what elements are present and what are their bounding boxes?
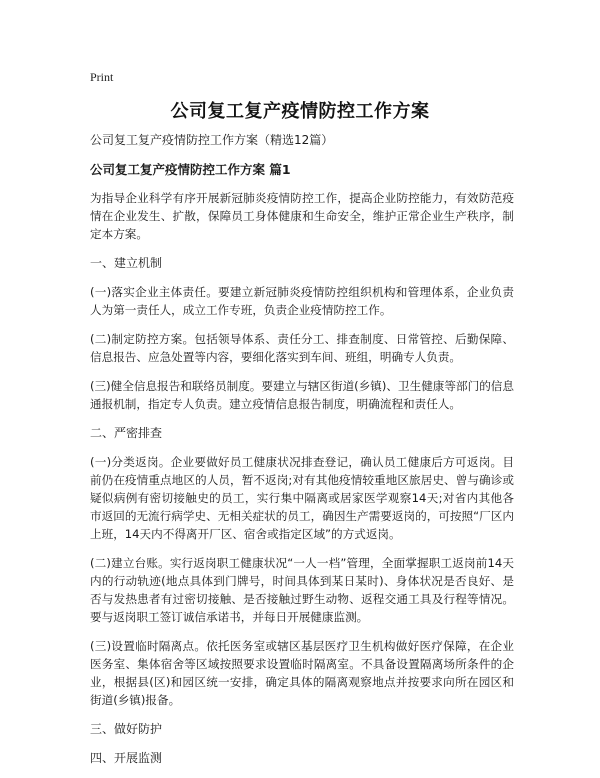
document-subtitle: 公司复工复产疫情防控工作方案（精选12篇）	[90, 133, 334, 147]
paragraph-responsibility: (一)落实企业主体责任。要建立新冠肺炎疫情防控组织机构和管理体系，企业负责人为第一责任人，成立工作专班，负责企业疫情防控工作。	[90, 285, 514, 317]
print-link[interactable]: Print	[90, 70, 114, 84]
document-content	[90, 131, 514, 778]
section-title: 公司复工复产疫情防控工作方案 篇1	[90, 162, 291, 177]
heading-monitoring: 四、开展监测	[90, 751, 163, 765]
heading-establish-mechanism: 一、建立机制	[90, 256, 163, 270]
intro-paragraph: 为指导企业科学有序开展新冠肺炎疫情防控工作，提高企业防控能力，有效防范疫情在企业发生、扩散，保障员工身体健康和生命安全，维护正常企业生产秩序，制定本方案。	[90, 191, 514, 241]
paragraph-prevention-plan: (二)制定防控方案。包括领导体系、责任分工、排查制度、日常管控、后勤保障、信息报告、应急处置等内容，要细化落实到车间、班组，明确专人负责。	[90, 332, 514, 364]
paragraph-ledger: (二)建立台账。实行返岗职工健康状况“一人一档”管理，全面掌握职工返岗前14天内的行动轨迹(地点具体到门牌号，时间具体到某日某时)、身体状况是否良好、是否与发热患者有过密切接触、是否接触过野生动物、返程交通工具及行程等情况。要与返岗职工签订诚信承诺书，并每日开展健康监测。	[90, 556, 514, 624]
paragraph-isolation-points: (三)设置临时隔离点。依托医务室或辖区基层医疗卫生机构做好医疗保障，在企业医务室、集体宿舍等区域按照要求设置临时隔离室。不具备设置隔离场所条件的企业，根据县(区)和园区统一安排，确定具体的隔离观察地点并按要求向所在园区和街道(乡镇)报备。	[90, 639, 514, 707]
heading-protection: 三、做好防护	[90, 722, 163, 736]
paragraph-info-reporting: (三)健全信息报告和联络员制度。要建立与辖区街道(乡镇)、卫生健康等部门的信息通报机制，指定专人负责。建立疫情信息报告制度，明确流程和责任人。	[90, 379, 514, 411]
paragraph-return-classification: (一)分类返岗。企业要做好员工健康状况排查登记，确认员工健康后方可返岗。目前仍在疫情重点地区的人员，暂不返岗;对有其他疫情较重地区旅居史、曾与确诊或疑似病例有密切接触史的员工，实行集中隔离或居家医学观察14天;对省内其他各市返回的无流行病学史、无相关症状的员工，确因生产需要返岗的，可按照“厂区内上班，14天内不得离开厂区、宿舍或指定区域”的方式返岗。	[90, 455, 514, 541]
heading-strict-screening: 二、严密排查	[90, 426, 163, 440]
page-title: 公司复工复产疫情防控工作方案	[170, 101, 430, 122]
